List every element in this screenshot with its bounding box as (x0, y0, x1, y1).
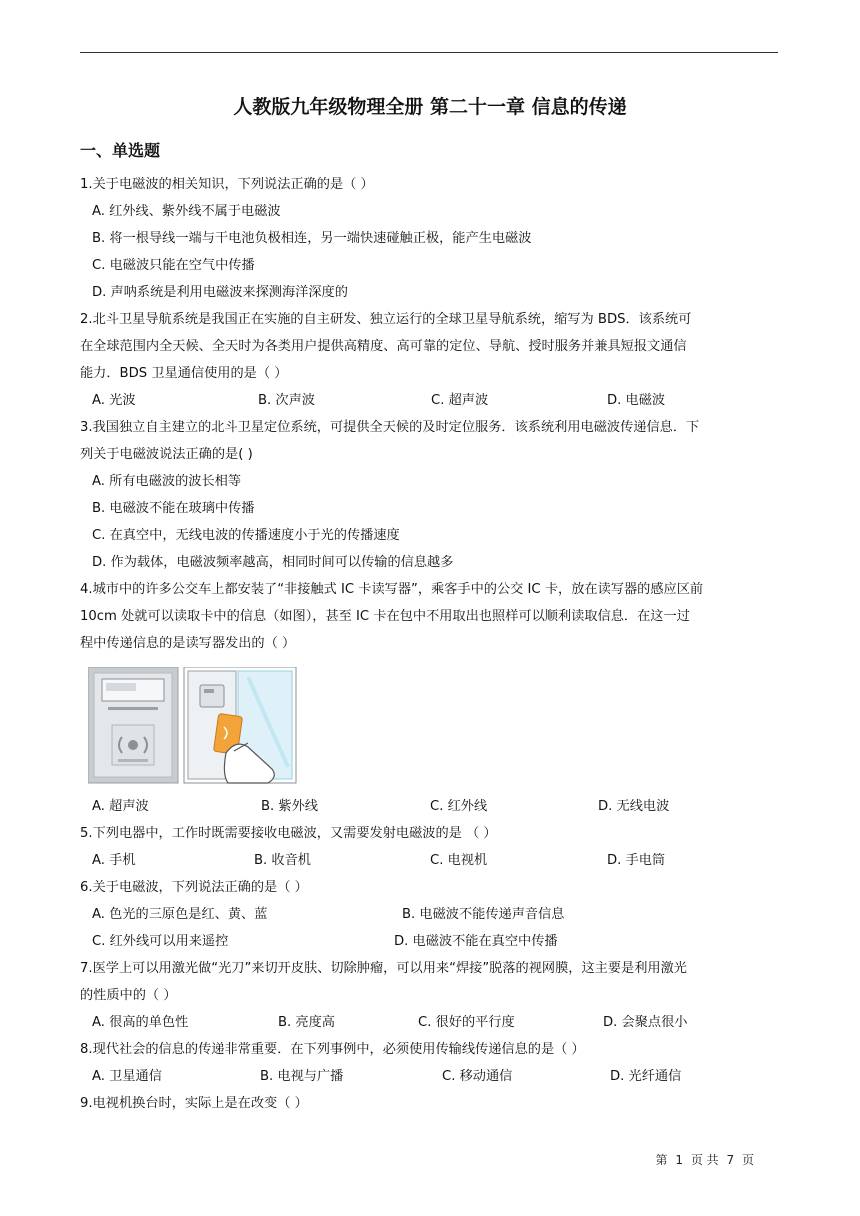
option-row (80, 793, 778, 820)
question-stem-line: 10cm 处就可以读取卡中的信息（如图），甚至 IC 卡在包中不用取出也照样可以顺利读取信息．在这一过 (80, 609, 690, 624)
option-row (80, 1063, 778, 1090)
question-stem: 5.下列电器中，工作时既需要接收电磁波，又需要发射电磁波的是 （ ） (80, 826, 497, 841)
document-title: 人教版九年级物理全册 第二十一章 信息的传递 (233, 96, 627, 118)
footer-middle: 页 共 (690, 1153, 719, 1167)
option-a: A. 卫星通信 (92, 1069, 162, 1084)
option-c: C. 超声波 (431, 393, 489, 408)
option-b: B. 亮度高 (278, 1015, 335, 1030)
question-stem-line: 4.城市中的许多公交车上都安装了“非接触式 IC 卡读写器”，乘客手中的公交 IC 卡，放在读写器的感应区前 (80, 582, 704, 597)
question-stem: 1.关于电磁波的相关知识，下列说法正确的是（ ） (80, 177, 374, 192)
option-b: B. 次声波 (258, 393, 315, 408)
question-stem-line: 7.医学上可以用激光做“光刀”来切开皮肤、切除肿瘤，可以用来“焊接”脱落的视网膜，这主要是利用激光 (80, 961, 687, 976)
option-d: D. 电磁波 (607, 393, 666, 408)
option-b: B. 紫外线 (261, 799, 318, 814)
question-8 (80, 1036, 778, 1090)
option-a: A. 超声波 (92, 799, 149, 814)
option-b: B. 电磁波不能传递声音信息 (402, 907, 565, 922)
question-6 (80, 874, 778, 955)
option-c: C. 电视机 (430, 853, 488, 868)
option-d: D. 会聚点很小 (603, 1015, 688, 1030)
option-row (80, 1009, 778, 1036)
ic-card-reader-illustration (88, 667, 298, 785)
question-stem: 9.电视机换台时，实际上是在改变（ ） (80, 1096, 308, 1111)
option-row (80, 901, 778, 928)
question-stem: 8.现代社会的信息的传递非常重要．在下列事例中，必须使用传输线传递信息的是（ ） (80, 1042, 585, 1057)
question-stem-line: 列关于电磁波说法正确的是( ) (80, 447, 253, 462)
ic-card-reader-figure (80, 667, 778, 791)
option-d: D. 作为载体，电磁波频率越高，相同时间可以传输的信息越多 (92, 555, 454, 570)
footer-prefix: 第 (655, 1153, 668, 1167)
option-d: D. 手电筒 (607, 853, 666, 868)
option-c: C. 红外线 (430, 799, 488, 814)
option-d: D. 电磁波不能在真空中传播 (394, 934, 558, 949)
option-c: C. 在真空中，无线电波的传播速度小于光的传播速度 (92, 528, 400, 543)
option-b: B. 电磁波不能在玻璃中传播 (92, 501, 255, 516)
question-5 (80, 820, 778, 874)
total-pages: 7 (726, 1153, 735, 1167)
question-2 (80, 306, 778, 414)
option-c: C. 移动通信 (442, 1069, 513, 1084)
footer-suffix: 页 (741, 1153, 754, 1167)
option-d: D. 声呐系统是利用电磁波来探测海洋深度的 (92, 285, 348, 300)
option-row (80, 847, 778, 874)
question-stem-line: 3.我国独立自主建立的北斗卫星定位系统，可提供全天候的及时定位服务．该系统利用电磁波传递信息．下 (80, 420, 700, 435)
option-d: D. 无线电波 (598, 799, 670, 814)
option-d: D. 光纤通信 (610, 1069, 682, 1084)
option-a: A. 色光的三原色是红、黄、蓝 (92, 907, 268, 922)
option-a: A. 红外线、紫外线不属于电磁波 (92, 204, 281, 219)
question-stem: 6.关于电磁波，下列说法正确的是（ ） (80, 880, 308, 895)
option-b: B. 将一根导线一端与干电池负极相连，另一端快速碰触正极，能产生电磁波 (92, 231, 532, 246)
option-c: C. 红外线可以用来遥控 (92, 934, 229, 949)
question-1 (80, 171, 778, 306)
option-b: B. 电视与广播 (260, 1069, 344, 1084)
question-stem-line: 能力．BDS 卫星通信使用的是（ ） (80, 366, 288, 381)
question-stem-line: 2.北斗卫星导航系统是我国正在实施的自主研发、独立运行的全球卫星导航系统，缩写为 BDS．该系统可 (80, 312, 692, 327)
header-rule (80, 52, 778, 53)
option-a: A. 手机 (92, 853, 136, 868)
option-a: A. 光波 (92, 393, 136, 408)
question-stem-line: 在全球范围内全天候、全天时为各类用户提供高精度、高可靠的定位、导航、授时服务并兼具短报文通信 (80, 339, 687, 354)
question-4 (80, 576, 778, 820)
option-row (80, 387, 778, 414)
option-row (80, 928, 778, 955)
question-7 (80, 955, 778, 1036)
option-c: C. 电磁波只能在空气中传播 (92, 258, 255, 273)
page-number: 1 (675, 1153, 684, 1167)
question-3 (80, 414, 778, 576)
question-list (80, 171, 778, 1117)
option-a: A. 所有电磁波的波长相等 (92, 474, 242, 489)
section-heading: 一、单选题 (80, 141, 161, 160)
option-a: A. 很高的单色性 (92, 1015, 189, 1030)
page-footer (654, 1151, 756, 1168)
question-stem-line: 程中传递信息的是读写器发出的（ ） (80, 636, 296, 651)
question-9 (80, 1090, 778, 1117)
option-b: B. 收音机 (254, 853, 311, 868)
option-c: C. 很好的平行度 (418, 1015, 515, 1030)
question-stem-line: 的性质中的（ ） (80, 988, 177, 1003)
